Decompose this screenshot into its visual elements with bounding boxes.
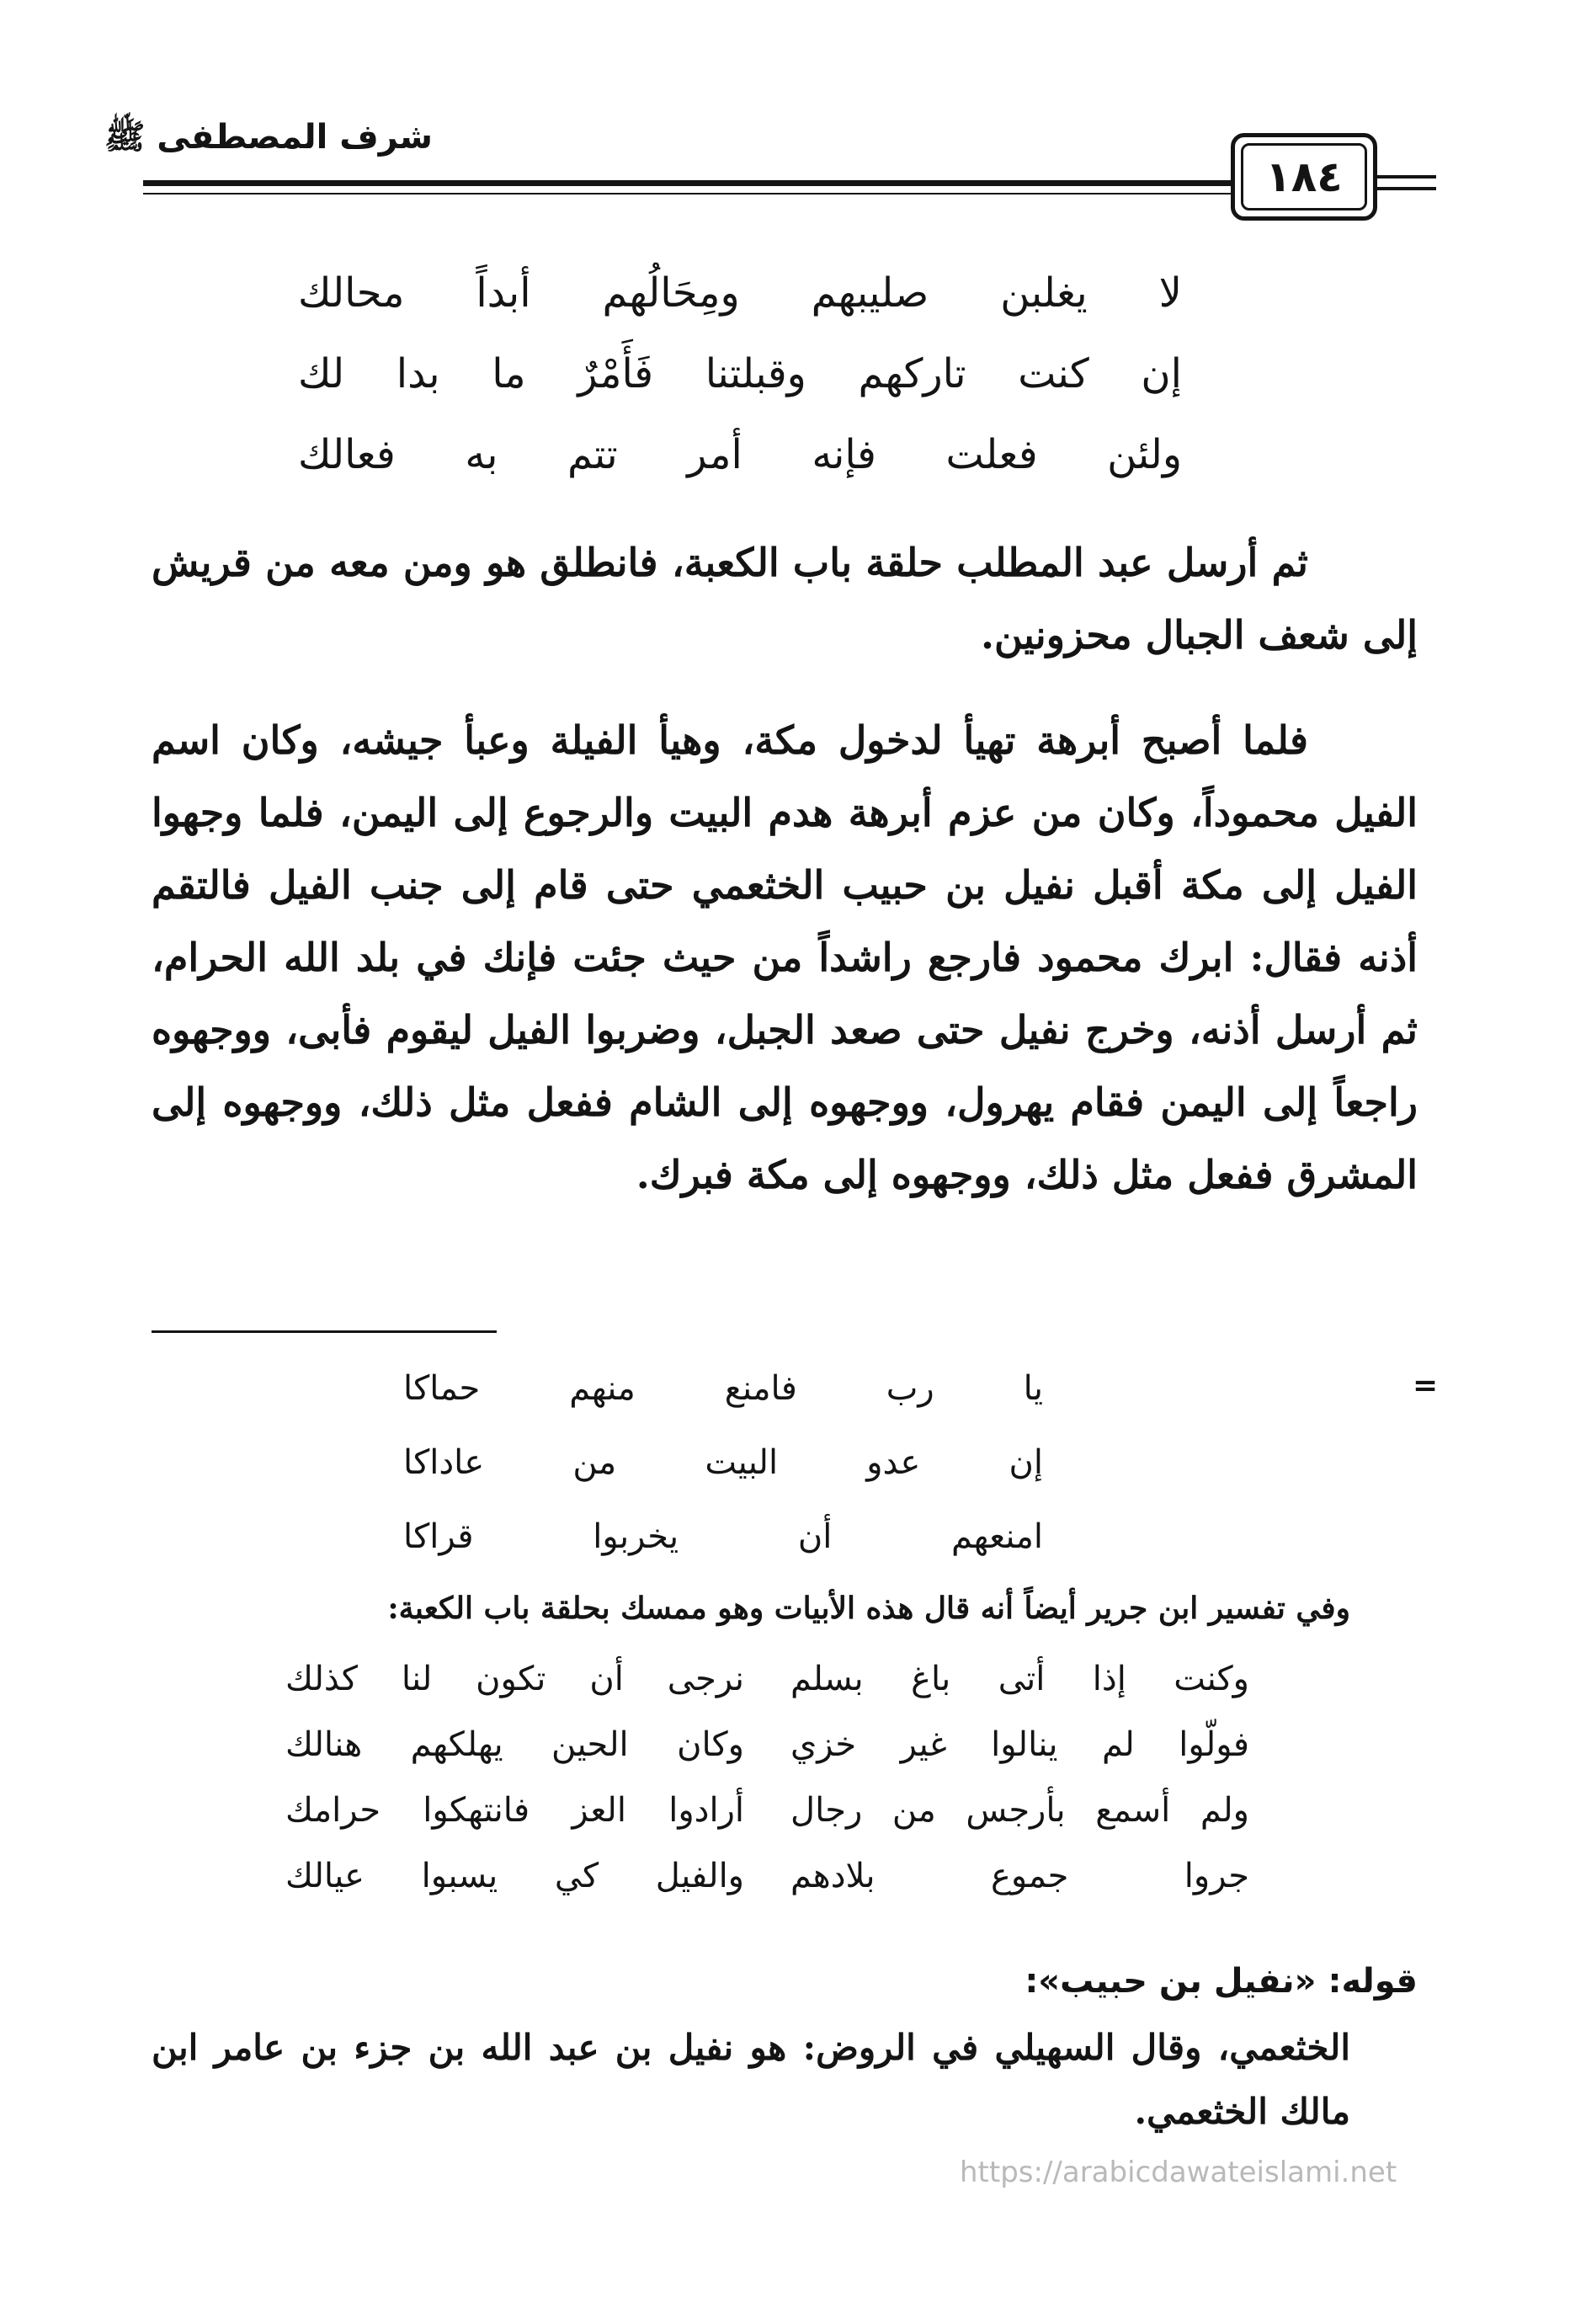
verse-line: إن كنت تاركهم وقبلتنا فَأَمْرٌ ما بدا لك (298, 350, 1182, 397)
couplet (239, 1778, 1249, 1843)
watermark-url: https://arabicdawateislami.net (960, 2156, 1397, 2189)
couplet-second-hemistich: أرادوا العز فانتهكوا حرامك (285, 1791, 744, 1830)
footnote-continuation-mark: = (1413, 1368, 1439, 1403)
footnote-note-text: الخثعمي، وقال السهيلي في الروض: هو نفيل بن عبد الله بن جزء بن عامر ابن مالك الخثعمي. (152, 2027, 1350, 2132)
footnote-verse-line: إن عدو البيت من عاداكا (403, 1443, 1043, 1482)
footnote-couplets (239, 1646, 1249, 1909)
couplet-first-hemistich: ولم أسمع بأرجس من رجال (790, 1791, 1249, 1830)
couplet (239, 1843, 1249, 1909)
couplet-first-hemistich: وكنت إذا أتى باغ بسلم (790, 1660, 1249, 1698)
header-rule-thin (143, 193, 1376, 195)
running-header-title: شرف المصطفى ﷺ (104, 118, 433, 157)
couplet-first-hemistich: فولّوا لم ينالوا غير خزي (790, 1725, 1249, 1764)
page-number: ١٨٤ (1241, 143, 1367, 211)
couplet (239, 1712, 1249, 1778)
header-rule-right-lower (1377, 187, 1436, 190)
couplet-first-hemistich: جروا جموع بلادهم (790, 1857, 1249, 1895)
footnote-separator (152, 1330, 497, 1333)
footnote-verse-line: يا رب فامنع منهم حماكا (403, 1369, 1043, 1408)
header-rule-thick (143, 180, 1376, 186)
verse-line: لا يغلبن صليبهم ومِحَالُهم أبداً محالك (298, 269, 1182, 317)
couplet-second-hemistich: والفيل كي يسبوا عيالك (285, 1857, 744, 1895)
footnote-verse-line: امنعهم أن يخربوا قراكا (403, 1517, 1043, 1556)
paragraph-1 (152, 526, 1418, 671)
verse-line: ولئن فعلت فإنه أمر تتم به فعالك (298, 431, 1182, 478)
footnote-note-label: قوله: «نفيل بن حبيب»: (1025, 1962, 1418, 2001)
paragraph-2 (152, 704, 1418, 1211)
paragraph-text: فلما أصبح أبرهة تهيأ لدخول مكة، وهيأ الفيلة وعبأ جيشه، وكان اسم الفيل محموداً، وكان من عزم أبرهة هدم البيت والرجوع إلى اليمن، فلما وجهوا الفيل إلى مكة أقبل نفيل بن حبيب الخثعمي حتى قام إلى جنب الفيل فالتقم أذنه فقال: ابرك محمود فارجع راشداً من حيث جئت فإنك في بلد الله الحرام، ثم أرسل أذنه، وخرج نفيل حتى صعد الجبل، وضربوا الفيل ليقوم فأبى، ووجهوه راجعاً إلى اليمن فقام يهرول، ووجهوه إلى الشام ففعل مثل ذلك، ووجهوه إلى المشرق ففعل مثل ذلك، ووجهوه إلى مكة فبرك. (152, 717, 1418, 1197)
couplet-second-hemistich: نرجى أن تكون لنا كذلك (285, 1660, 744, 1698)
paragraph-text: ثم أرسل عبد المطلب حلقة باب الكعبة، فانطلق هو ومن معه من قريش إلى شعف الجبال محزونين. (152, 540, 1418, 658)
couplet-second-hemistich: وكان الحين يهلكهم هنالك (285, 1725, 744, 1764)
opening-verse (298, 253, 1182, 495)
footnote-verse (403, 1351, 1043, 1574)
footnote-intro: وفي تفسير ابن جرير أيضاً أنه قال هذه الأبيات وهو ممسك بحلقة باب الكعبة: (387, 1591, 1350, 1626)
page-number-frame (1231, 133, 1377, 221)
header-rule-right-upper (1377, 175, 1436, 179)
footnote-note (152, 2016, 1350, 2144)
couplet (239, 1646, 1249, 1712)
